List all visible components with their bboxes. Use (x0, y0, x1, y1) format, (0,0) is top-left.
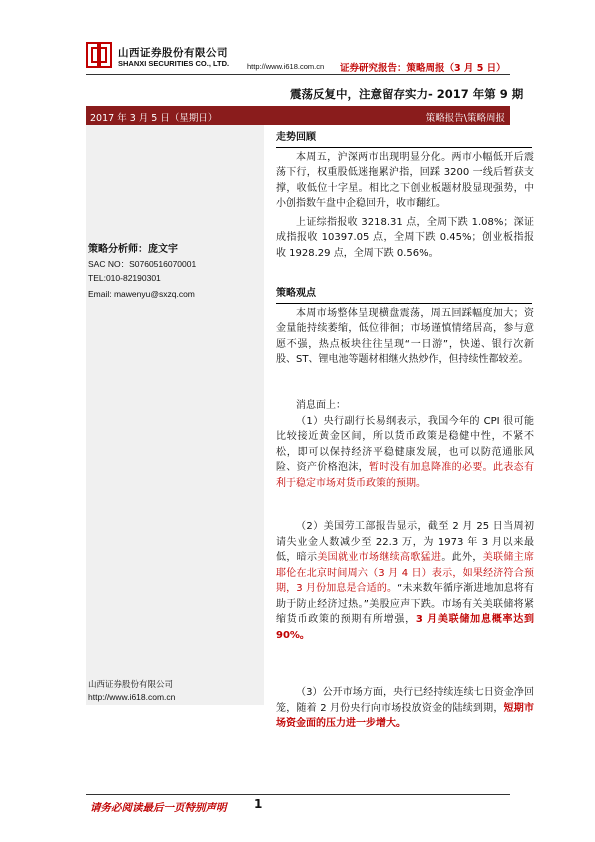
news-item-2-highlight-bold: 3 月美联储加息概率达到 90%。 (276, 614, 534, 641)
news-item-2-text: （2）美国劳工部报告显示，截至 2 月 25 日当周初请失业金人数减少至 22.3 万，为 1973 年 3 月以来最低，暗示 (276, 521, 534, 563)
news-item-3-block (276, 685, 534, 732)
news-intro: 消息面上： (296, 400, 346, 411)
strategy-heading: 策略观点 (276, 286, 534, 304)
sidebar-url[interactable]: http://www.i618.com.cn (88, 692, 176, 702)
footer-disclaimer-notice: 请务必阅读最后一页特别声明 (90, 802, 227, 814)
news-item-3-highlight-bold: 短期市场资金面的压力进一步增大。 (276, 702, 534, 729)
page-number: 1 (254, 797, 263, 811)
sidebar-panel (86, 125, 264, 705)
analyst-tel: TEL:010-82190301 (88, 273, 161, 283)
news-item-2-highlight-2: 美联储主席耶伦在北京时间周六（3 月 4 日）表示，如果经济符合预期，3 月份加息是合适的。 (276, 552, 535, 594)
news-item-2-highlight-1: 美国就业市场继续高歌猛进 (317, 552, 442, 563)
report-date: 2017 年 3 月 5 日（星期日） (90, 113, 218, 124)
news-item-1-text: （1）央行副行长易纲表示，我国今年的 CPI 很可能比较接近黄金区间，所以货币政策是稳健中性，不紧不松，即可以保持经济平稳健康发展，也可以防范通胀风险、资产价格泡沫， (276, 415, 534, 473)
news-item-3-text: （3）公开市场方面，央行已经持续连续七日资金净回笼，随着 2 月份央行向市场投放资金的陆续到期， (276, 687, 534, 714)
header-divider (86, 74, 510, 75)
news-item-1 (276, 414, 534, 492)
news-item-2 (276, 519, 534, 643)
header-report-type: 证券研究报告：策略周报（3 月 5 日） (340, 63, 506, 74)
report-title: 震荡反复中，注意留存实力- 2017 年第 9 期 (290, 87, 524, 101)
report-category: 策略报告\策略周报 (425, 113, 505, 124)
company-name-en: SHANXI SECURITIES CO., LTD. (118, 59, 230, 68)
review-paragraph-1: 本周五，沪深两市出现明显分化。两市小幅低开后震荡下行，权重股低迷拖累沪指，回踩 3200 一线后暂获支撑，收低位十字星。相比之下创业板题材股显现强势，中小创指数午盘中企稳回升，收市翻红。 (276, 151, 534, 209)
strategy-section (276, 286, 534, 368)
news-section (276, 398, 534, 491)
footer-divider (86, 794, 510, 795)
analyst-email[interactable]: Email: mawenyu@sxzq.com (88, 289, 195, 299)
review-section (276, 130, 534, 261)
news-item-2-block (276, 519, 534, 643)
review-paragraph-2: 上证综指报收 3218.31 点，全周下跌 1.08%；深证成指报收 10397.05 点，全周下跌 0.45%；创业板指报收 1928.29 点，全周下跌 0.56%。 (276, 216, 534, 259)
sidebar-company: 山西证券股份有限公司 (88, 680, 174, 690)
news-item-2-text-c: “未来数年循序渐进地加息将有助于防止经济过热。”美股应声下跌。市场有关美联储将紧缩货币政策的预期有所增强， (276, 583, 534, 625)
header-url[interactable]: http://www.i618.com.cn (247, 62, 325, 71)
strategy-paragraph-1: 本周市场整体呈现横盘震荡，周五回踩幅度加大；资金量能持续萎缩，低位徘徊；市场谨慎情绪居高，参与意愿不强，热点板块往往呈现“一日游”，快递、银行次新股、ST、锂电池等题材相继火热炒作，但持续性都较差。 (276, 307, 534, 365)
analyst-name: 策略分析师：庞文宇 (88, 244, 178, 255)
news-item-2-text-b: 。此外， (441, 552, 483, 563)
company-logo-icon (86, 42, 112, 68)
company-name-cn: 山西证券股份有限公司 (118, 47, 228, 59)
news-item-1-highlight: 暂时没有加息降准的必要。此表态有利于稳定市场对货币政策的预期。 (276, 462, 534, 489)
review-heading: 走势回顾 (276, 130, 534, 148)
analyst-sac: SAC NO：S0760516070001 (88, 259, 197, 269)
news-item-3 (276, 685, 534, 732)
